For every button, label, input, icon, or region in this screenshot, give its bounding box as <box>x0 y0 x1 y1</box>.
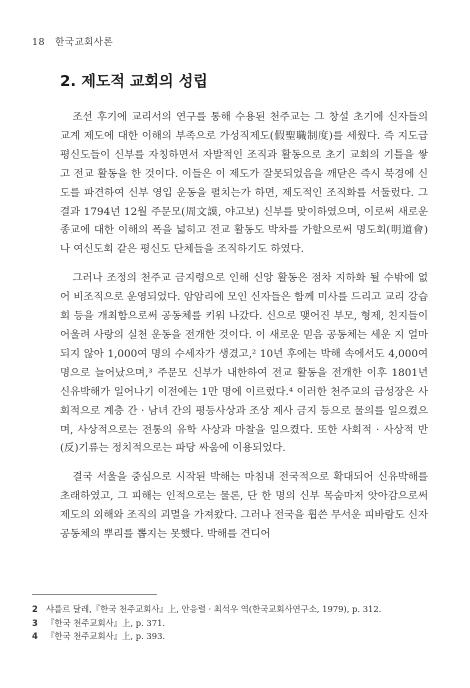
paragraph: 결국 서울을 중심으로 시작된 박해는 마침내 전국적으로 확대되어 신유박해를 초래하였고, 그 피해는 인적으로는 물론, 단 한 명의 신부 목숨마저 앗아감으로써 제도의 외해와 조직의 괴멸을 가져왔다. 그러나 전국을 휩쓴 무서운 피바람도 신자공동체의 뿌리를 뽑지는 못했다. 박해를 견디어 <box>60 471 428 541</box>
footnote <box>32 617 432 631</box>
footnote-text: 『한국 천주교회사』上, p. 393. <box>46 631 166 642</box>
footnote <box>32 630 432 644</box>
book-title: 한국교회사론 <box>55 37 114 48</box>
running-head <box>32 34 123 48</box>
page-number: 18 <box>32 37 46 48</box>
section-title: 2. 제도적 교회의 성립 <box>60 72 208 90</box>
footnote-text: 샤를르 달레,『한국 천주교회사』上, 안응렬 · 최석우 역(한국교회사연구소, 1979), p. 312. <box>46 604 382 614</box>
paragraph: 조선 후기에 교리서의 연구를 통해 수용된 천주교는 그 창설 초기에 신자들의 교계 제도에 대한 이해의 부족으로 가성직제도(假聖職制度)를 세웠다. 즉 지도급 평신도들이 신부를 자칭하면서 자발적인 조직과 활동으로 초기 교회의 기틀을 쌓고 전교 활동을 한 것이다. 이들은 이 제도가 잘못되었음을 깨닫은 즉시 북경에 신도를 파견하여 신부 영입 운동을 펼치는가 하면, 제도적인 조직화를 서둘렀다. 그 결과 1794년 12월 주문모(周文謨, 야고보) 신부를 맞이하였으며, 이로써 새로운 종교에 대한 이해의 폭을 넓히고 전교 활동도 박차를 가할으로써 명도회(明道會)나 여신도회 같은 평신도 단체들을 조직하기도 하였다. <box>60 111 428 256</box>
body-text <box>60 108 428 544</box>
footnote-text: 『한국 천주교회사』上, p. 371. <box>46 617 166 628</box>
footnote-number: 2 <box>32 604 38 614</box>
footnote-number: 4 <box>32 631 38 642</box>
footnote <box>32 603 432 617</box>
footnote-number: 3 <box>32 617 38 628</box>
footnote-divider <box>32 594 157 595</box>
paragraph: 그러나 조정의 천주교 금지령으로 인해 신앙 활동은 점차 지하화 될 수밖에 없어 비조직으로 운영되었다. 암암리에 모인 신자들은 함께 미사를 드리고 교리 강습회 등을 개최함으로써 공동체를 키워 나갔다. 신으로 맺어진 부모, 형제, 친지들이 어울려 사랑의 실천 운동을 전개한 것이다. 이 새로운 믿음 공동체는 세운 지 얼마 되지 않아 1,000여 명의 수세자가 생겼고,² 10년 후에는 박해 속에서도 4,000여 명으로 늘어났으며,³ 주문모 신부가 내한하여 전교 활동을 전개한 이후 1801년 신유박해가 일어나기 이전에는 1만 명에 이르렀다.⁴ 이러한 천주교의 급성장은 사회적으로 계층 간 · 남녀 간의 평등사상과 조상 제사 금지 등으로 물의를 일으켰으며, 사상적으로는 전통의 유학 사상과 마찰을 일으켰다. 또한 사회적 · 사상적 반(反)기류는 정치적으로는 파당 싸움에 이용되었다. <box>60 272 428 455</box>
footnotes <box>32 603 432 644</box>
